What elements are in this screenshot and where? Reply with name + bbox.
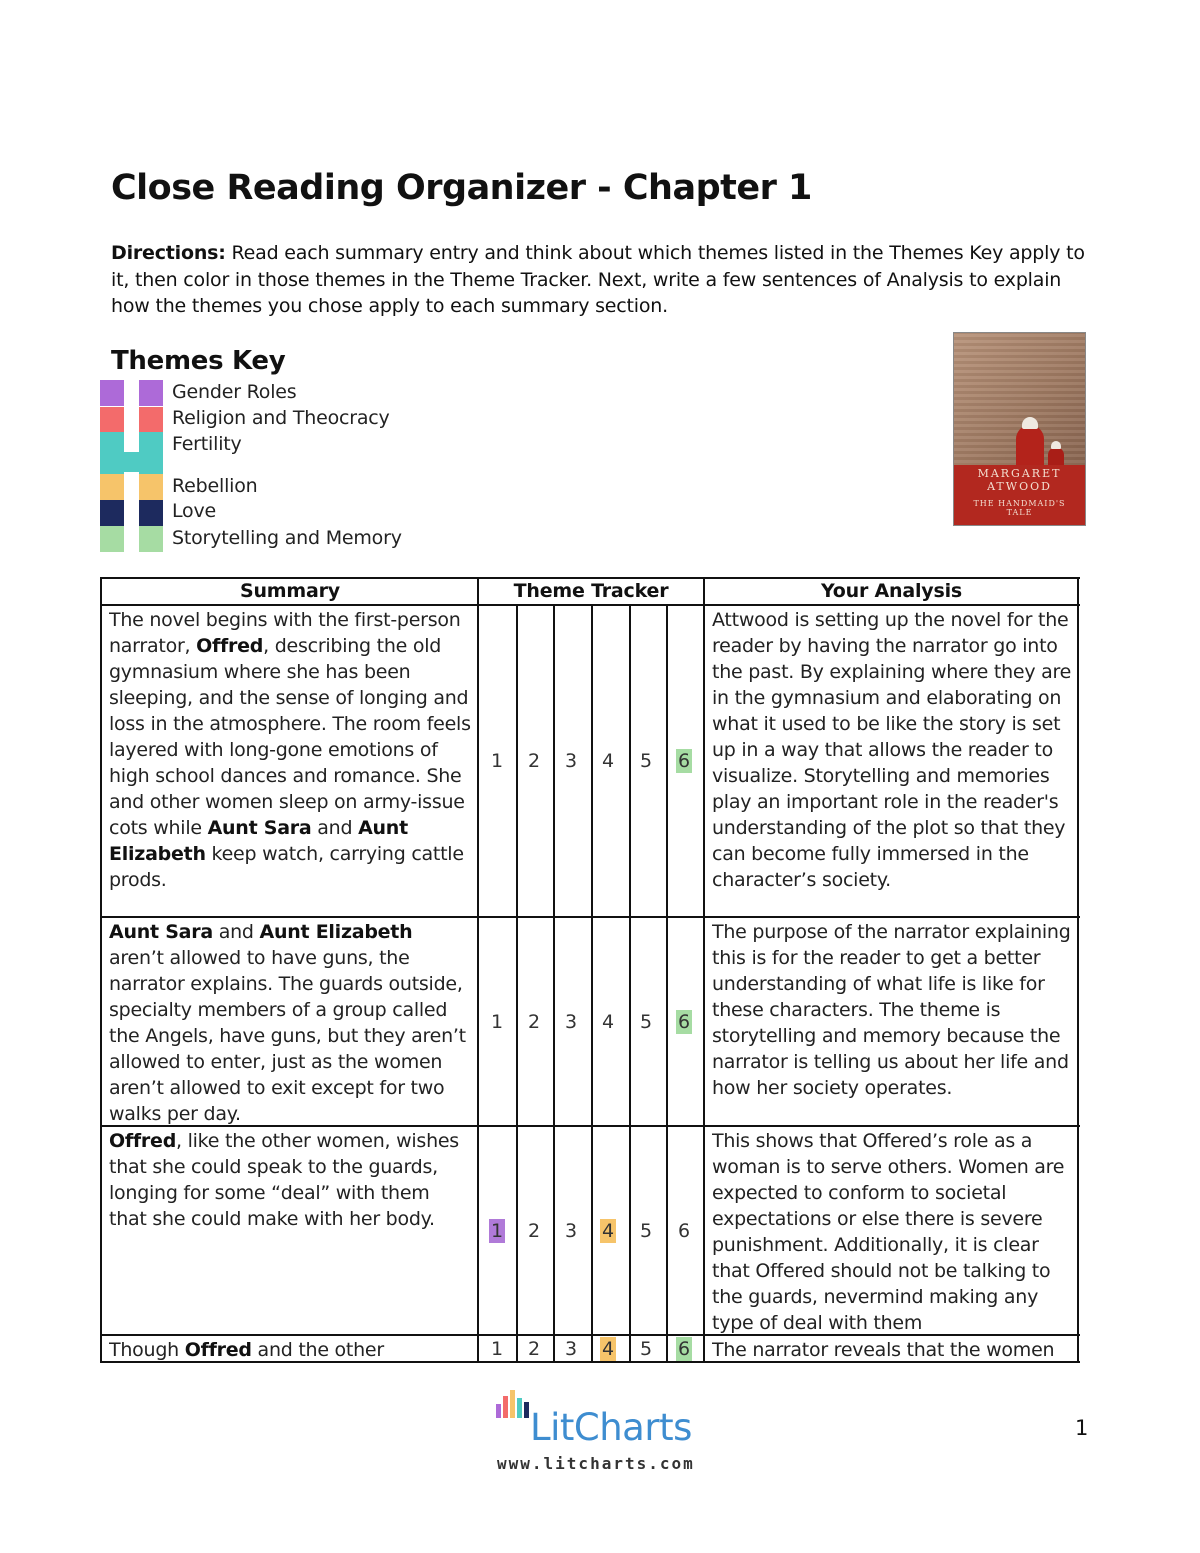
col-divider-summary xyxy=(477,577,479,1363)
tracker-cell-divider xyxy=(553,918,555,1125)
theme-label-4: Rebellion xyxy=(172,475,258,497)
theme-tracker-cell-3[interactable]: 3 xyxy=(564,1011,578,1033)
character-name: Offred xyxy=(184,1339,252,1361)
theme-tracker-cell-1[interactable]: 1 xyxy=(490,1220,504,1242)
theme-tracker-cell-5[interactable]: 5 xyxy=(639,1220,653,1242)
header-theme-tracker: Theme Tracker xyxy=(513,580,669,602)
summary-text: , describing the old gymnasium where she has been sleeping, and the sense of longing and loss in the atmosphere. The room feels layered with long-gone emotions of high school dances and romance. She and other women sleep on army-issue cots while xyxy=(109,635,471,839)
cover-title-band xyxy=(954,465,1085,525)
theme-swatch-1 xyxy=(139,380,163,406)
theme-tracker-cell-2[interactable]: 2 xyxy=(527,750,541,772)
tracker-cell-divider xyxy=(591,918,593,1125)
summary-text: aren’t allowed to have guns, the narrator explains. The guards outside, specialty members of a group called the Angels, have guns, but they aren’t allowed to enter, just as the women aren’t allowed to exit except for two walks per day. xyxy=(109,947,466,1125)
theme-tracker-cell-2[interactable]: 2 xyxy=(527,1011,541,1033)
analysis-cell: This shows that Offered’s role as a woman is to serve others. Women are expected to conform to societal expectations or else there is severe punishment. Additionally, it is clear that Offered should not be talking to the guards, nevermind making any type of deal with them xyxy=(712,1130,1065,1334)
summary-text: Though xyxy=(109,1339,185,1361)
theme-tracker-cell-6[interactable]: 6 xyxy=(677,1011,691,1033)
theme-swatch-6 xyxy=(139,526,163,552)
theme-tracker-cell-5[interactable]: 5 xyxy=(639,1011,653,1033)
table-left-border xyxy=(100,577,102,1363)
theme-swatch-2 xyxy=(100,407,124,433)
tracker-cell-divider xyxy=(591,606,593,916)
cover-author: MARGARET ATWOOD xyxy=(977,467,1062,493)
tracker-cell-divider xyxy=(666,1336,668,1362)
litcharts-url[interactable]: www.litcharts.com xyxy=(497,1454,695,1473)
summary-text: The novel begins with the first-person narrator, xyxy=(109,609,461,657)
theme-tracker-cell-5[interactable]: 5 xyxy=(639,750,653,772)
theme-tracker-cell-3[interactable]: 3 xyxy=(564,1338,578,1360)
analysis-cell: The purpose of the narrator explaining this is for the reader to get a better understanding of what life is like for these characters. The theme is storytelling and memory because the narrator is telling us about her life and how her society operates. xyxy=(712,921,1071,1099)
tracker-cell-divider xyxy=(629,1127,631,1334)
analysis-cell: Attwood is setting up the novel for the reader by having the narrator go into the past. By explaining where they are in the gymnasium and elaborating on what it used to be like the story is set up in a way that allows the reader to visualize. Storytelling and memories play an important role in the reader's understanding of the plot so that they can become fully immersed in the character’s society. xyxy=(712,609,1072,891)
theme-label-2: Religion and Theocracy xyxy=(172,407,390,429)
book-cover-image xyxy=(953,332,1086,526)
theme-swatch-5 xyxy=(100,500,124,526)
table-top-border xyxy=(101,577,1080,579)
theme-label-5: Love xyxy=(172,500,217,522)
tracker-cell-divider xyxy=(553,1127,555,1334)
theme-swatch-6 xyxy=(100,526,124,552)
theme-tracker-cell-2[interactable]: 2 xyxy=(527,1220,541,1242)
table-right-border xyxy=(1077,577,1079,1363)
header-summary: Summary xyxy=(240,580,340,602)
summary-cell xyxy=(109,1128,471,1335)
character-name: Offred xyxy=(196,635,264,657)
tracker-cell-divider xyxy=(629,606,631,916)
tracker-cell-divider xyxy=(666,918,668,1125)
theme-tracker-cell-1[interactable]: 1 xyxy=(490,1338,504,1360)
theme-label-6: Storytelling and Memory xyxy=(172,527,402,549)
theme-tracker-cell-6[interactable]: 6 xyxy=(677,750,691,772)
summary-text: and xyxy=(311,817,359,839)
litcharts-logo-text: LitCharts xyxy=(530,1406,692,1449)
themes-key-title: Themes Key xyxy=(111,346,286,376)
theme-swatch-3-bar xyxy=(100,452,163,472)
directions-text: Read each summary entry and think about which themes listed in the Themes Key apply to it, then color in those themes in the Theme Tracker. Next, write a few sentences of Analysis to explain how the themes you chose apply to each summary section. xyxy=(111,242,1085,317)
directions xyxy=(111,240,1086,320)
summary-text: , like the other women, wishes that she could speak to the guards, longing for some “deal” with them that she could make with her body. xyxy=(109,1130,459,1230)
tracker-cell-divider xyxy=(666,1127,668,1334)
tracker-cell-divider xyxy=(553,1336,555,1362)
tracker-cell-divider xyxy=(629,918,631,1125)
tracker-cell-divider xyxy=(591,1127,593,1334)
theme-tracker-cell-4[interactable]: 4 xyxy=(601,1338,615,1360)
tracker-cell-divider xyxy=(666,606,668,916)
character-name: Aunt Elizabeth xyxy=(259,921,413,943)
theme-tracker-cell-4[interactable]: 4 xyxy=(601,750,615,772)
character-name: Offred xyxy=(109,1130,177,1152)
theme-tracker-cell-6[interactable]: 6 xyxy=(677,1220,691,1242)
page-title: Close Reading Organizer - Chapter 1 xyxy=(111,168,812,208)
tracker-cell-divider xyxy=(516,606,518,916)
theme-label-1: Gender Roles xyxy=(172,381,297,403)
directions-label: Directions: xyxy=(111,242,226,264)
tracker-cell-divider xyxy=(591,1336,593,1362)
theme-tracker-cell-4[interactable]: 4 xyxy=(601,1011,615,1033)
tracker-cell-divider xyxy=(516,1127,518,1334)
character-name: Aunt Sara xyxy=(207,817,312,839)
summary-text: and xyxy=(212,921,260,943)
tracker-cell-divider xyxy=(629,1336,631,1362)
theme-swatch-1 xyxy=(100,380,124,406)
theme-swatch-5 xyxy=(139,500,163,526)
theme-tracker-cell-3[interactable]: 3 xyxy=(564,750,578,772)
summary-text: keep watch, carrying cattle prods. xyxy=(109,843,464,891)
theme-tracker-cell-1[interactable]: 1 xyxy=(490,1011,504,1033)
page-number: 1 xyxy=(1075,1416,1089,1440)
theme-tracker-cell-4[interactable]: 4 xyxy=(601,1220,615,1242)
character-name: Aunt Sara xyxy=(109,921,213,943)
tracker-cell-divider xyxy=(553,606,555,916)
character-name: Aunt Elizabeth xyxy=(109,817,408,865)
summary-cell xyxy=(109,919,471,1126)
summary-text: and the other xyxy=(251,1339,384,1361)
cover-title-line2: TALE xyxy=(1006,508,1033,517)
theme-tracker-cell-6[interactable]: 6 xyxy=(677,1338,691,1360)
summary-cell xyxy=(109,1337,471,1363)
theme-swatch-4 xyxy=(100,474,124,500)
summary-cell xyxy=(109,607,471,917)
analysis-cell: The narrator reveals that the women xyxy=(712,1339,1055,1361)
theme-swatch-2 xyxy=(139,407,163,433)
theme-swatch-4 xyxy=(139,474,163,500)
cover-title-line1: THE HANDMAID'S xyxy=(973,499,1066,508)
theme-tracker-cell-1[interactable]: 1 xyxy=(490,750,504,772)
col-divider-analysis xyxy=(703,577,705,1363)
theme-label-3: Fertility xyxy=(172,433,242,455)
theme-tracker-cell-3[interactable]: 3 xyxy=(564,1220,578,1242)
theme-tracker-cell-2[interactable]: 2 xyxy=(527,1338,541,1360)
tracker-cell-divider xyxy=(516,1336,518,1362)
tracker-cell-divider xyxy=(516,918,518,1125)
theme-tracker-cell-5[interactable]: 5 xyxy=(639,1338,653,1360)
header-your-analysis: Your Analysis xyxy=(820,580,963,602)
